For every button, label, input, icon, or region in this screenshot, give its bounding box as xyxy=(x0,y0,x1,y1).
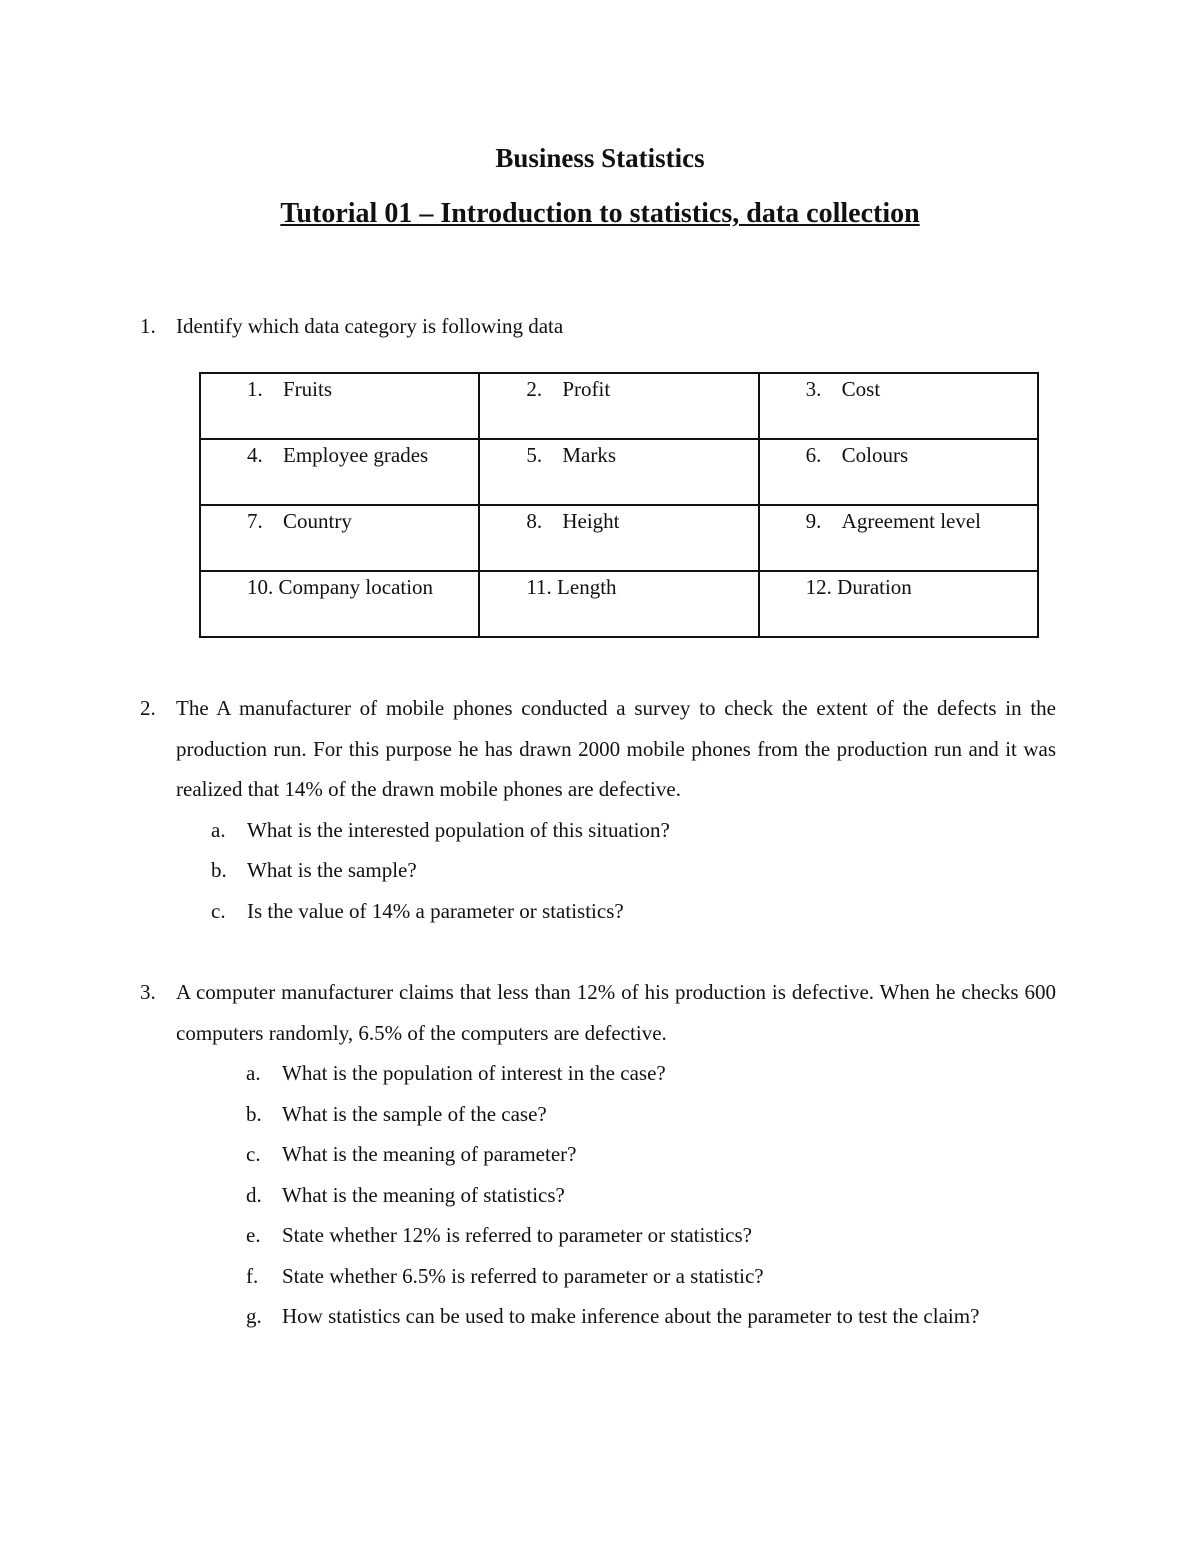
list-item xyxy=(246,1094,1056,1135)
table-cell xyxy=(479,571,758,637)
item-letter: d. xyxy=(246,1182,262,1207)
tutorial-title: Tutorial 01 – Introduction to statistics, data collection xyxy=(280,198,920,229)
item-text: State whether 6.5% is referred to parameter or a statistic? xyxy=(282,1263,764,1288)
list-item xyxy=(246,1053,1056,1094)
item-text: State whether 12% is referred to parameter or statistics? xyxy=(282,1223,752,1247)
item-label: Height xyxy=(562,509,620,533)
item-number: 3. xyxy=(805,377,822,401)
item-letter: b. xyxy=(246,1101,262,1126)
list-item xyxy=(246,1215,1056,1256)
item-number: 2. xyxy=(526,377,543,401)
item-number: 6. xyxy=(805,443,822,467)
item-label: Cost xyxy=(841,377,881,401)
table-cell xyxy=(200,439,479,505)
item-letter: a. xyxy=(246,1061,261,1085)
item-text: What is the population of interest in the case? xyxy=(282,1061,666,1085)
list-item xyxy=(246,1175,1056,1216)
list-item xyxy=(211,891,1056,932)
table-row xyxy=(200,373,1038,439)
item-label: 11. Length xyxy=(526,575,617,599)
question-2 xyxy=(140,688,1056,931)
item-number: 4. xyxy=(247,443,263,467)
table-row xyxy=(200,571,1038,637)
item-label: Agreement level xyxy=(841,509,982,533)
item-text: What is the meaning of statistics? xyxy=(282,1182,565,1207)
item-label: 12. Duration xyxy=(805,575,912,599)
sub-question-list xyxy=(246,1053,1056,1337)
list-item xyxy=(246,1296,1056,1337)
item-text: How statistics can be used to make inference about the parameter to test the claim? xyxy=(282,1304,980,1328)
question-number: 2. xyxy=(140,696,156,720)
question-text: The A manufacturer of mobile phones conducted a survey to check the extent of the defects in the production run. For this purpose he has drawn 2000 mobile phones from the production run and it was realized that 14% of the drawn mobile phones are defective. xyxy=(176,696,1056,801)
item-number: 7. xyxy=(247,509,263,533)
data-category-table xyxy=(199,372,1039,638)
table-cell xyxy=(759,373,1038,439)
table-cell xyxy=(479,505,758,571)
item-label: Employee grades xyxy=(283,443,429,467)
question-1 xyxy=(140,306,1056,347)
item-letter: c. xyxy=(246,1142,261,1166)
item-letter: f. xyxy=(246,1263,259,1288)
list-item xyxy=(246,1256,1056,1297)
table-cell xyxy=(200,571,479,637)
table-cell xyxy=(479,439,758,505)
item-number: 9. xyxy=(805,509,822,533)
table-cell xyxy=(200,373,479,439)
item-letter: g. xyxy=(246,1304,262,1328)
table-cell xyxy=(479,373,758,439)
table-cell xyxy=(200,505,479,571)
item-letter: b. xyxy=(211,858,227,882)
table-row xyxy=(200,439,1038,505)
item-letter: a. xyxy=(211,817,226,842)
sub-question-list xyxy=(211,810,1056,932)
list-item xyxy=(211,810,1056,851)
document-title: Business Statistics xyxy=(495,143,705,173)
list-item xyxy=(246,1134,1056,1175)
item-number: 5. xyxy=(526,443,543,467)
table-cell xyxy=(759,439,1038,505)
item-number: 8. xyxy=(526,509,543,533)
list-item xyxy=(211,850,1056,891)
question-number: 3. xyxy=(140,980,156,1004)
item-letter: e. xyxy=(246,1223,261,1247)
table-row xyxy=(200,505,1038,571)
question-3 xyxy=(140,972,1056,1337)
table-cell xyxy=(759,505,1038,571)
item-text: What is the interested population of this situation? xyxy=(247,817,670,842)
item-letter: c. xyxy=(211,898,226,923)
item-number: 1. xyxy=(247,377,263,401)
question-number: 1. xyxy=(140,314,156,338)
item-text: What is the sample? xyxy=(247,858,417,882)
item-text: What is the meaning of parameter? xyxy=(282,1142,577,1166)
question-text: Identify which data category is following data xyxy=(176,314,564,338)
item-label: Fruits xyxy=(283,377,333,401)
item-label: Country xyxy=(283,509,352,533)
item-text: Is the value of 14% a parameter or statistics? xyxy=(247,898,624,923)
item-label: 10. Company location xyxy=(247,575,434,599)
table-cell xyxy=(759,571,1038,637)
item-label: Profit xyxy=(562,377,611,401)
item-text: What is the sample of the case? xyxy=(282,1101,547,1126)
item-label: Colours xyxy=(841,443,909,467)
item-label: Marks xyxy=(562,443,616,467)
question-text: A computer manufacturer claims that less than 12% of his production is defective. When he checks 600 computers randomly, 6.5% of the computers are defective. xyxy=(176,980,1056,1045)
